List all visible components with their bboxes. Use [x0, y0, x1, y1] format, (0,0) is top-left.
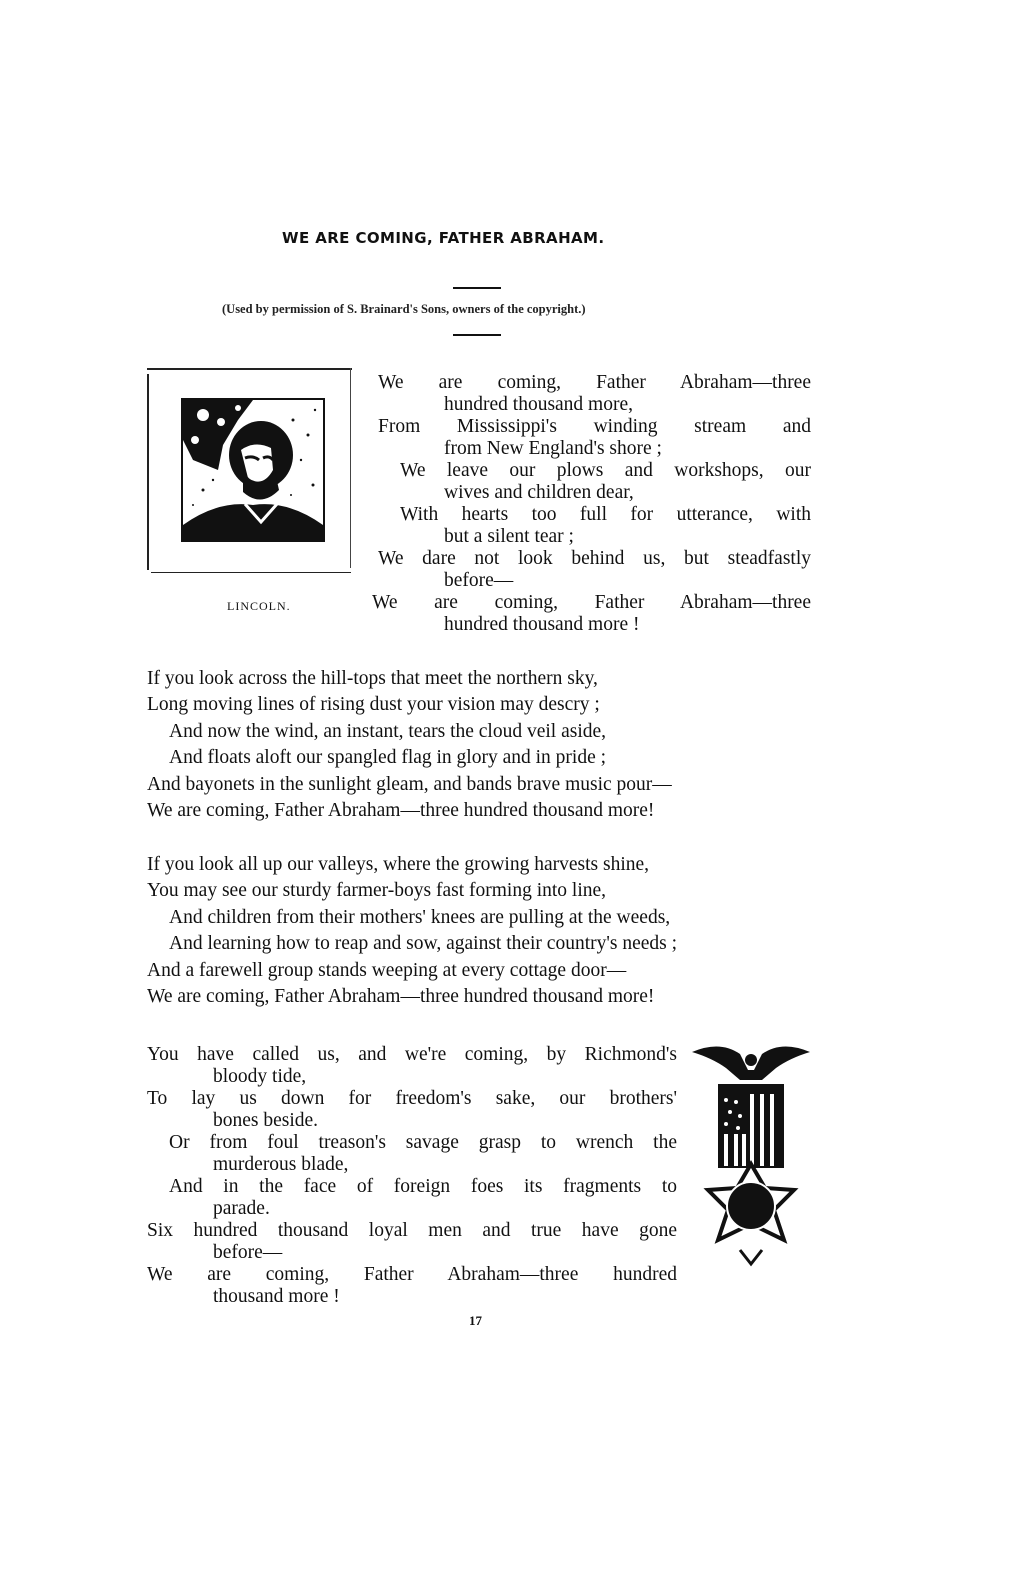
page-number: 17	[469, 1313, 482, 1328]
stanza-1	[372, 372, 811, 636]
stanza-4	[147, 1044, 677, 1308]
verse-line: before—	[213, 1242, 283, 1263]
page-title: WE ARE COMING, FATHER ABRAHAM.	[282, 229, 605, 247]
stanza-3	[147, 852, 827, 1010]
verse-line: If you look all up our valleys, where the growing harvests shine,	[147, 854, 650, 875]
verse-line: parade.	[213, 1198, 270, 1219]
permission-note: (Used by permission of S. Brainard's Sons, owners of the copyright.)	[222, 302, 586, 316]
title-divider	[453, 287, 501, 289]
verse-line: Or from foul treason's savage grasp to wrench the	[169, 1132, 677, 1153]
verse-line: bloody tide,	[213, 1066, 307, 1087]
verse-line: And children from their mothers' knees are pulling at the weeds,	[169, 906, 671, 928]
verse-line: murderous blade,	[213, 1154, 349, 1175]
verse-line: From Mississippi's winding stream and	[378, 416, 811, 437]
verse-line: If you look across the hill-tops that meet the northern sky,	[147, 668, 598, 689]
verse-line: We are coming, Father Abraham—three hundred	[147, 1264, 677, 1285]
verse-line: We are coming, Father Abraham—three hundred thousand more!	[147, 986, 655, 1008]
verse-line: And learning how to reap and sow, against their country's needs ;	[169, 933, 678, 955]
verse-line: We leave our plows and workshops, our	[400, 460, 811, 481]
stanza-2	[147, 666, 827, 824]
lincoln-portrait-icon	[181, 398, 325, 542]
permission-divider	[453, 334, 501, 336]
verse-line: And in the face of foreign foes its fragments to	[169, 1176, 677, 1197]
portrait-frame	[147, 368, 351, 573]
verse-line: before—	[444, 570, 514, 591]
verse-line: from New England's shore ;	[444, 438, 662, 459]
verse-line: thousand more !	[213, 1286, 340, 1307]
verse-line: bones beside.	[213, 1110, 319, 1131]
verse-line: And bayonets in the sunlight gleam, and bands brave music pour—	[147, 773, 672, 795]
verse-line: And now the wind, an instant, tears the cloud veil aside,	[169, 720, 607, 742]
verse-line: And a farewell group stands weeping at every cottage door—	[147, 959, 627, 981]
verse-line: We are coming, Father Abraham—three	[378, 372, 811, 393]
verse-line: To lay us down for freedom's sake, our brothers'	[147, 1088, 677, 1109]
verse-line: We are coming, Father Abraham—three	[372, 592, 811, 613]
medal-icon	[690, 1040, 812, 1270]
verse-line: Long moving lines of rising dust your vision may descry ;	[147, 694, 600, 716]
verse-line: hundred thousand more,	[444, 394, 634, 415]
verse-line: Six hundred thousand loyal men and true have gone	[147, 1220, 677, 1241]
verse-line: We are coming, Father Abraham—three hundred thousand more!	[147, 800, 655, 822]
verse-line: hundred thousand more !	[444, 614, 640, 635]
verse-line: And floats aloft our spangled flag in glory and in pride ;	[169, 747, 607, 769]
verse-line: You may see our sturdy farmer-boys fast forming into line,	[147, 880, 607, 902]
portrait-caption: LINCOLN.	[227, 599, 291, 613]
verse-line: You have called us, and we're coming, by Richmond's	[147, 1044, 677, 1065]
verse-line: but a silent tear ;	[444, 526, 574, 547]
verse-line: wives and children dear,	[444, 482, 634, 503]
verse-line: With hearts too full for utterance, with	[400, 504, 811, 525]
verse-line: We dare not look behind us, but steadfastly	[378, 548, 811, 569]
